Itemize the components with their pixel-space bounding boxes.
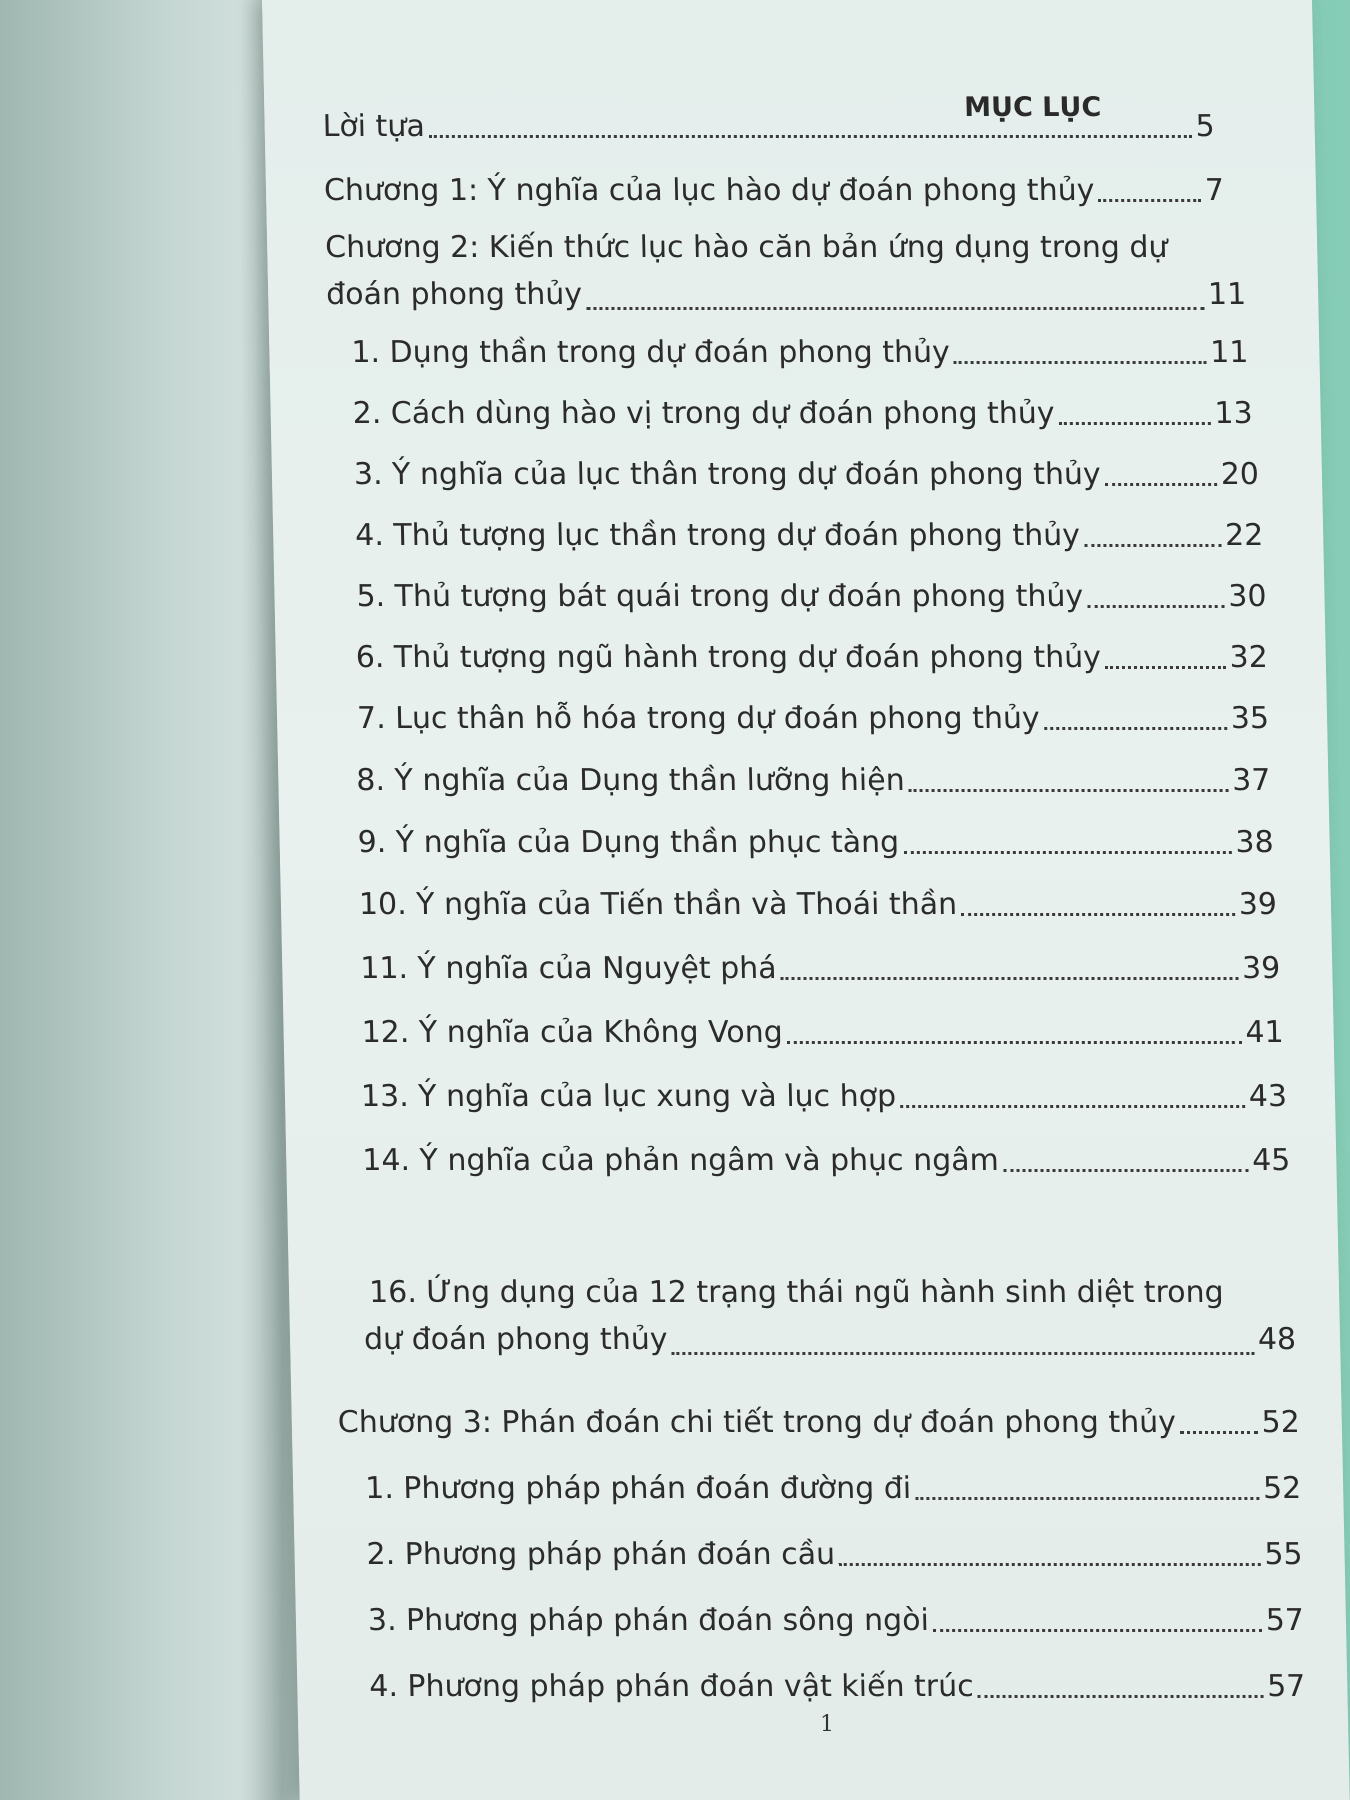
entry-text: 6. Thủ tượng ngũ hành trong dự đoán phong thủy — [355, 640, 1102, 675]
toc-entry — [366, 1536, 1303, 1574]
dot-leader — [900, 1105, 1245, 1108]
page-number: 57 — [1266, 1669, 1306, 1704]
page-number: 32 — [1229, 640, 1269, 675]
page-number: 38 — [1235, 825, 1275, 860]
toc-entry — [351, 334, 1249, 372]
toc-entry — [361, 1014, 1284, 1052]
toc-entry — [362, 1142, 1291, 1180]
dot-leader — [1087, 605, 1224, 608]
page-number: 11 — [1207, 276, 1247, 312]
page-number: 39 — [1238, 887, 1278, 922]
toc-entry — [322, 108, 1215, 146]
entry-text: 4. Thủ tượng lục thần trong dự đoán phong thủy — [354, 518, 1081, 553]
page-number: 22 — [1224, 518, 1264, 553]
dot-leader — [903, 851, 1231, 854]
page-number: 45 — [1251, 1143, 1291, 1178]
page-number: 52 — [1262, 1471, 1302, 1506]
entry-text: 2. Cách dùng hào vị trong dự đoán phong thủy — [352, 396, 1055, 431]
toc-entry — [365, 1470, 1302, 1508]
page-number: 35 — [1230, 701, 1270, 736]
page-number: 52 — [1261, 1405, 1301, 1440]
toc-page — [262, 0, 1350, 1800]
dot-leader — [1099, 199, 1202, 202]
dot-leader — [1003, 1169, 1248, 1172]
toc-entry — [357, 824, 1274, 862]
dot-leader — [1105, 483, 1217, 486]
toc-entry — [356, 762, 1271, 800]
dot-leader — [1059, 422, 1211, 425]
toc-entry — [363, 1270, 1297, 1363]
entry-text: 3. Phương pháp phán đoán sông ngòi — [367, 1603, 930, 1638]
toc-entry — [356, 578, 1267, 616]
dot-leader — [909, 789, 1229, 792]
page-number: 39 — [1241, 951, 1281, 986]
entry-text: 14. Ý nghĩa của phản ngâm và phục ngâm — [361, 1143, 1000, 1178]
toc-entry — [368, 1602, 1305, 1640]
toc-entry — [325, 225, 1247, 318]
toc-entry — [324, 172, 1225, 210]
page-number: 48 — [1257, 1321, 1297, 1357]
footer-page-number: 1 — [820, 1712, 834, 1737]
entry-text: 4. Phương pháp phán đoán vật kiến trúc — [368, 1669, 975, 1704]
page-number: 41 — [1245, 1015, 1284, 1050]
page-number: 57 — [1265, 1603, 1305, 1638]
toc-entry — [361, 1078, 1288, 1116]
entry-text: 9. Ý nghĩa của Dụng thần phục tàng — [357, 825, 900, 860]
dot-leader — [961, 913, 1235, 916]
dot-leader — [1084, 544, 1221, 547]
page-number: 30 — [1227, 579, 1267, 614]
entry-text: Lời tựa — [322, 109, 426, 144]
toc-entry — [337, 1404, 1300, 1442]
entry-text: 1. Phương pháp phán đoán đường đi — [364, 1471, 912, 1506]
entry-text: 12. Ý nghĩa của Không Vong — [361, 1015, 784, 1050]
entry-text: 3. Ý nghĩa của lục thân trong dự đoán phong thủy — [353, 457, 1102, 492]
entry-text: 13. Ý nghĩa của lục xung và lục hợp — [360, 1079, 897, 1114]
page-number: 43 — [1248, 1079, 1288, 1114]
entry-text-line1: Chương 2: Kiến thức lục hào căn bản ứng dụng trong dự — [324, 230, 1168, 265]
entry-line2 — [364, 1317, 1297, 1364]
page-number: 13 — [1214, 396, 1254, 431]
page-number: 5 — [1195, 109, 1216, 144]
dot-leader — [1180, 1431, 1258, 1434]
entry-text: 7. Lục thân hỗ hóa trong dự đoán phong thủy — [356, 701, 1041, 736]
toc-title: MỤC LỤC — [963, 92, 1102, 123]
page-number: 7 — [1204, 173, 1225, 208]
entry-text-line1: 16. Ứng dụng của 12 trạng thái ngũ hành sinh diệt trong — [368, 1275, 1224, 1310]
toc-entry — [357, 700, 1270, 738]
dot-leader — [839, 1563, 1260, 1566]
entry-text-line2: đoán phong thủy — [325, 276, 583, 312]
dot-leader — [933, 1629, 1262, 1632]
toc-entry — [354, 456, 1260, 494]
dot-leader — [978, 1695, 1264, 1698]
page-number: 20 — [1220, 457, 1260, 492]
dot-leader — [781, 977, 1239, 980]
dot-leader — [586, 307, 1204, 310]
entry-text: 11. Ý nghĩa của Nguyệt phá — [359, 951, 777, 986]
entry-text: 1. Dụng thần trong dự đoán phong thủy — [351, 335, 951, 370]
entry-line2 — [326, 272, 1247, 319]
dot-leader — [954, 361, 1206, 364]
entry-text: Chương 3: Phán đoán chi tiết trong dự đoán phong thủy — [337, 1405, 1177, 1440]
toc-entry — [360, 950, 1281, 988]
entry-text: 8. Ý nghĩa của Dụng thần lưỡng hiện — [355, 763, 906, 798]
entry-text: 10. Ý nghĩa của Tiến thần và Thoái thần — [358, 887, 958, 922]
entry-text: Chương 1: Ý nghĩa của lục hào dự đoán phong thủy — [323, 173, 1095, 208]
dot-leader — [672, 1352, 1254, 1355]
dot-leader — [915, 1497, 1259, 1500]
dot-leader — [429, 135, 1192, 138]
dot-leader — [1105, 666, 1226, 669]
entry-text-line2: dự đoán phong thủy — [363, 1321, 668, 1357]
page-number: 55 — [1264, 1537, 1303, 1572]
toc-entry — [355, 639, 1268, 677]
toc-entry — [359, 886, 1278, 924]
toc-entry — [352, 395, 1253, 433]
dot-leader — [1044, 727, 1227, 730]
toc-entry — [369, 1668, 1306, 1706]
page-number: 11 — [1209, 335, 1249, 370]
toc-entry — [355, 517, 1264, 555]
entry-text: 2. Phương pháp phán đoán cầu — [366, 1537, 836, 1572]
entry-text: 5. Thủ tượng bát quái trong dự đoán phong thủy — [356, 579, 1084, 614]
dot-leader — [787, 1041, 1242, 1044]
page-number: 37 — [1231, 763, 1271, 798]
